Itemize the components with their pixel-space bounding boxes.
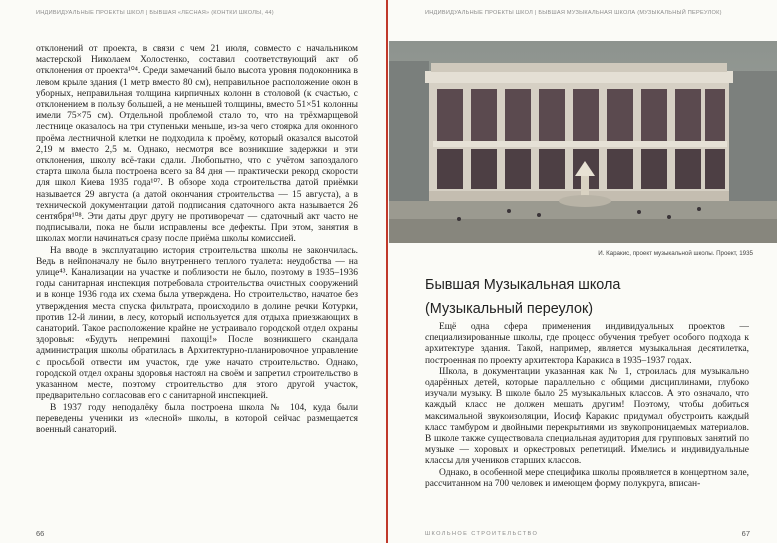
gutter-divider xyxy=(386,0,388,543)
paragraph: отклонений от проекта, в связи с чем 21 июля, совместо с начальником мастерской Николаем Холостенко, составил соответствующий акт об отклонения от проекта¹⁰⁴. Среди замечаний было высота уровня подоконника в левом крыле здания (1 метр вместо 80 см), неправильное расположение окон в уборных, неправильная толщина кирпичных колонн в столовой (к счастью, с отклонением в пользу большей, а не меньшей толщины, вместо 51×51 колонны имели 75×75 см). Отдельной проблемой стало то, что на трёхмарщевой лестнице оказалось на три ступеньки меньше, из-за чего стоярка для оконного проёма лестничной клетки не подходила к проёму, который оказался высотой 2,19 м вместо 2,5 м. Однако, несмотря все возникшие задержки и эти отклонения, школу всё-таки сдали. Любопытно, что с учётом запоздалого старта школа была построена всего за 84 дня — практически рекорд скорости для школ Киева 1935 года¹⁰⁷. В обзоре хода строительства датой приёмки называется 29 августа (а датой окончания строительства — 15 августа), а в технической документации датой подписания сдаточного акта называется 26 сентября¹⁰⁸. Эти даты друг другу не противоречат — сдаточный акт часто не подписывали, пока не были исправлены все дефекты. При этом, занятия в школах могли начинаться сразу после приёма школы комиссией. xyxy=(36,44,358,245)
right-body-text xyxy=(425,322,749,490)
page-number-left: 66 xyxy=(36,529,45,538)
section-title-line2: (Музыкальный переулок) xyxy=(425,300,594,317)
footer-book-title: ШКОЛЬНОЕ СТРОИТЕЛЬСТВО xyxy=(425,531,539,537)
paragraph: В 1937 году неподалёку была построена школа № 104, куда были переведены ученики из «лесной» школы, в которой сейчас размещается военный санаторий. xyxy=(36,402,358,435)
page-number-right: 67 xyxy=(741,529,750,538)
section-title xyxy=(425,273,620,321)
paragraph: Школа, в документации указанная как № 1, строилась для музыкально одарённых детей, которые параллельно с общими дисциплинами, глубоко изучали музыку. В школе было 25 музыкальных классов. А это означало, что каждый класс не должен мешать другим! Поэтому, чтобы добиться максимальной звукоизоляции, Иосиф Каракис придумал обустроить каждый класс тамбуром и двойными перекрытиями из звукопроницаемых материалов. В школе также существовала специальная аудитория для групповых занятий по музыке — хоровых и оркестровых репетиций. Имелись и индивидуальные классы для учеников старших классов. xyxy=(425,366,749,467)
paragraph: Ещё одна сфера применения индивидуальных проектов — специализированные школы, где процесс обучения требует особого подхода к архитектуре здания. Такой, например, является музыкальная десятилетка, построенная по проекту архитектора Каракиса в 1935–1937 годах. xyxy=(425,322,749,366)
paragraph: Однако, в особенной мере специфика школы проявляется в концертном зале, рассчитанном на 700 человек и имеющем форму полукруга, вписан- xyxy=(425,467,749,489)
left-body-text xyxy=(36,44,358,436)
facade-drawing xyxy=(389,41,777,243)
paragraph: На вводе в эксплуатацию история строительства школы не закончилась. Ведь в нейпоначалу не было внутреннего теплого туалета: неудобства — на улице⁴³. Канализации на участке и поблизости не было, поэтому в 1935–1936 годы санитарная инспекция потребовала строительства очистных сооружений и в конце 1936 года их схема была утверждена. Но строительство, начатое без утверждения места спуска фильтрата, происходило в долине речки Котурки, против 12-й линии, в лесу, который используется для отдыха приезжающих в санаторий. Такое расположение крайне не устраивало городской отдел охраны здоровья: «Будуть непремині пахощі!» После возникшего скандала администрация школы обратилась в Архитектурно-планировочное управление с просьбой отвести им участок, где уже начато строительство. Однако, городской отдел охраны здоровья настоял на своём и запретил строительство в указанном месте, поэтому строительство для этого другой участок, предварительно согласовав его с санитарной инспекцией. xyxy=(36,245,358,402)
running-head-left: ИНДИВИДУАЛЬНЫЕ ПРОЕКТЫ ШКОЛ | БЫВШАЯ «ЛЕСНАЯ» (КОНТКИ ШКОЛЫ, 44) xyxy=(36,10,274,16)
school-facade-illustration xyxy=(389,41,777,243)
left-page xyxy=(0,0,387,543)
photo-caption: И. Каракис, проект музыкальной школы. Проект, 1935 xyxy=(598,250,753,257)
section-title-line1: Бывшая Музыкальная школа xyxy=(425,276,621,293)
running-head-right: ИНДИВИДУАЛЬНЫЕ ПРОЕКТЫ ШКОЛ | БЫВШАЯ МУЗЫКАЛЬНАЯ ШКОЛА (МУЗЫКАЛЬНЫЙ ПЕРЕУЛОК) xyxy=(425,10,722,16)
right-page xyxy=(389,0,777,543)
